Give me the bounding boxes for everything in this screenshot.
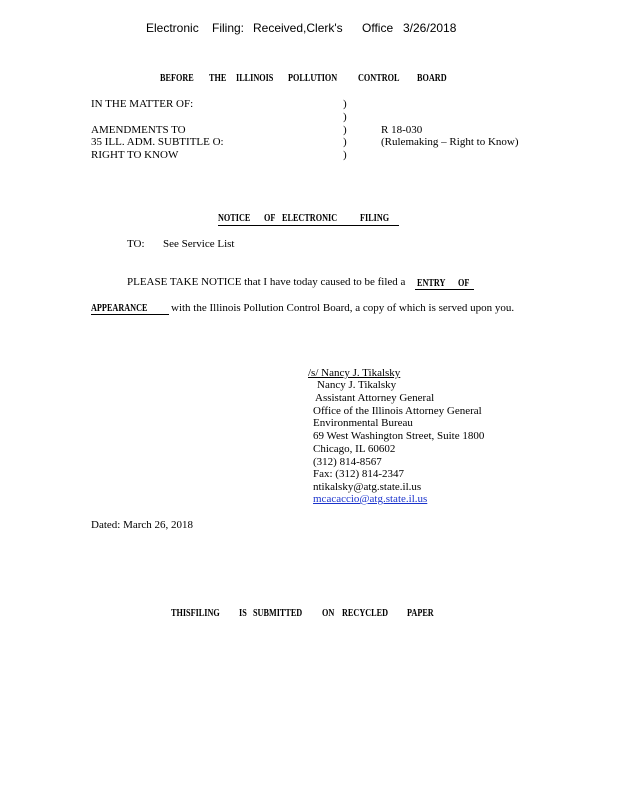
stamp-filing: Filing:: [212, 21, 245, 35]
notice-heading-word: FILING: [360, 213, 390, 224]
caption-paren: ): [343, 111, 347, 123]
caption-line: IN THE MATTER OF:: [91, 98, 194, 110]
notice-heading-word: NOTICE: [218, 213, 251, 224]
signer-office: Office of the Illinois Attorney General: [313, 405, 482, 417]
emphasis-underline: [415, 289, 474, 290]
board-title-word: ILLINOIS: [236, 73, 274, 84]
body-line-2: with the Illinois Pollution Control Board, a copy of which is served upon you.: [171, 302, 515, 314]
body-line-1: PLEASE TAKE NOTICE that I have today caused to be filed a: [127, 276, 406, 288]
stamp-office: Office: [362, 21, 394, 35]
board-title-word: BOARD: [417, 73, 447, 84]
stamp-electronic: Electronic: [146, 21, 199, 35]
board-title-word: POLLUTION: [288, 73, 338, 84]
signer-title: Assistant Attorney General: [315, 392, 435, 404]
to-value: See Service List: [163, 238, 235, 250]
case-number: R 18-030: [381, 124, 423, 136]
signer-bureau: Environmental Bureau: [313, 417, 413, 429]
body-emphasis: OF: [458, 278, 470, 289]
footer-word: PAPER: [407, 608, 434, 619]
dated-line: Dated: March 26, 2018: [91, 519, 194, 531]
footer-word: THISFILING: [171, 608, 220, 619]
caption-line: 35 ILL. ADM. SUBTITLE O:: [91, 136, 224, 148]
case-description: (Rulemaking – Right to Know): [381, 136, 519, 148]
board-title-word: THE: [209, 73, 227, 84]
footer-word: RECYCLED: [342, 608, 389, 619]
notice-heading-word: OF: [264, 213, 276, 224]
signer-city: Chicago, IL 60602: [313, 443, 396, 455]
board-title-word: BEFORE: [160, 73, 194, 84]
footer-word: IS: [239, 608, 247, 619]
caption-line: AMENDMENTS TO: [91, 124, 186, 136]
to-label: TO:: [127, 238, 145, 250]
signer-name: Nancy J. Tikalsky: [317, 379, 397, 391]
notice-heading-word: ELECTRONIC: [282, 213, 338, 224]
body-emphasis: APPEARANCE: [91, 303, 148, 314]
footer-word: SUBMITTED: [253, 608, 303, 619]
caption-paren: ): [343, 149, 347, 161]
stamp-date: 3/26/2018: [403, 21, 457, 35]
signer-fax: Fax: (312) 814-2347: [313, 468, 405, 480]
signer-street: 69 West Washington Street, Suite 1800: [313, 430, 485, 442]
board-title-word: CONTROL: [358, 73, 400, 84]
emphasis-underline: [91, 314, 169, 315]
body-emphasis: ENTRY: [417, 278, 446, 289]
caption-paren: ): [343, 124, 347, 136]
stamp-received: Received,Clerk's: [253, 21, 343, 35]
footer-word: ON: [322, 608, 335, 619]
caption-paren: ): [343, 136, 347, 148]
signature-line: /s/ Nancy J. Tikalsky: [308, 367, 401, 379]
caption-paren: ): [343, 98, 347, 110]
email-link[interactable]: mcacaccio@atg.state.il.us: [313, 493, 428, 505]
caption-line: RIGHT TO KNOW: [91, 149, 179, 161]
signer-phone: (312) 814-8567: [313, 456, 382, 468]
notice-heading-underline: [218, 225, 399, 226]
signer-email: ntikalsky@atg.state.il.us: [313, 481, 422, 493]
